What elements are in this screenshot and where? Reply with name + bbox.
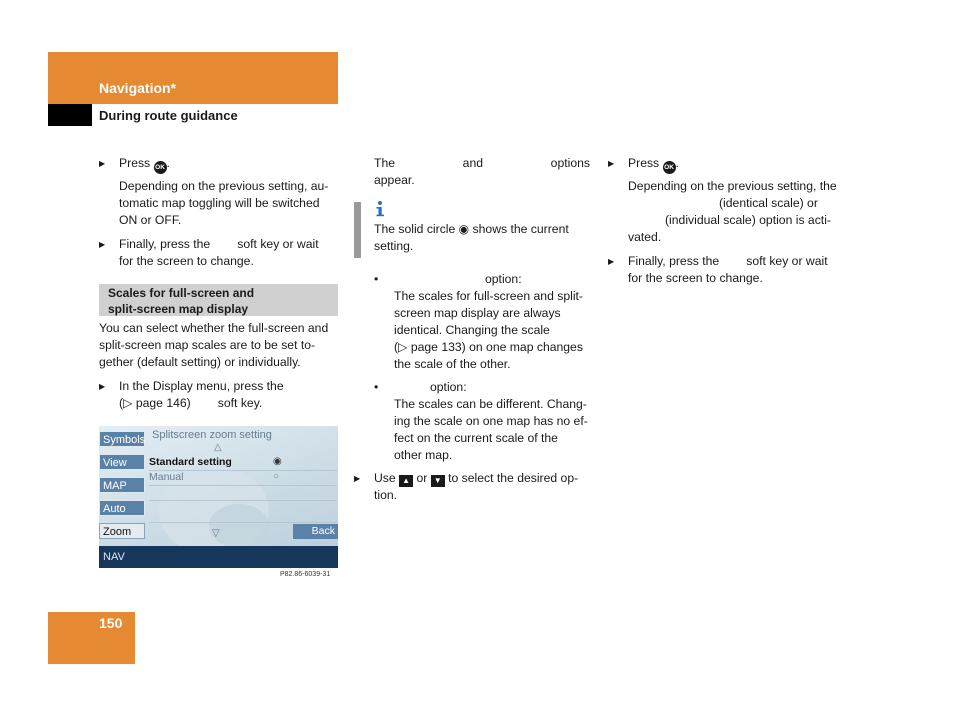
right-detail: Depending on the previous setting, the (identical scale) or (individual scale) option is acti- vated. — [628, 179, 837, 244]
nav-status-bar: NAV — [99, 546, 338, 568]
down-key-icon: ▼ — [431, 475, 445, 487]
radio-selected-icon: ◉ — [273, 456, 282, 467]
softkey-view[interactable]: View — [99, 454, 145, 470]
softkey-auto[interactable]: Auto — [99, 500, 145, 516]
bullet-manual-text: The scales can be different. Chang- ing the scale on one map has no ef- fect on the current scale of the other map. — [394, 397, 588, 462]
step-display-menu: ▶ In the Display menu, press the (▷ page 146) soft key. — [99, 379, 284, 410]
option-standard-label: Standard setting — [149, 456, 232, 468]
ok-button-icon: OK — [663, 161, 676, 174]
softkey-zoom[interactable]: Zoom — [99, 523, 145, 539]
softkey-map[interactable]: MAP — [99, 477, 145, 493]
bullet-arrow-icon: ▶ — [99, 240, 106, 249]
divider — [149, 500, 337, 501]
bullet-arrow-icon: ▶ — [354, 474, 361, 483]
radio-empty-icon: ○ — [273, 471, 280, 482]
back-button[interactable]: Back — [293, 524, 338, 539]
chapter-title: Navigation* — [99, 80, 177, 96]
up-key-icon: ▲ — [399, 475, 413, 487]
step-use-arrows: ▶ Use ▲ or ▼ to select the desired op- tion. — [354, 471, 579, 502]
bullet-dot-icon: • — [374, 380, 379, 394]
header-band — [48, 52, 338, 104]
info-sidebar — [354, 202, 361, 258]
solid-circle-icon: ◉ — [458, 222, 470, 236]
bullet-arrow-icon: ▶ — [608, 257, 615, 266]
option-manual-label: Manual — [149, 471, 184, 483]
option-manual[interactable] — [149, 471, 337, 486]
info-note: The solid circle ◉ shows the current setting. — [374, 222, 569, 253]
step-finally: ▶ Finally, press the soft key or wait for the screen to change. — [99, 237, 319, 268]
divider — [149, 522, 337, 523]
section-subtitle: During route guidance — [99, 108, 238, 123]
display-screenshot — [99, 426, 338, 568]
step-detail: Depending on the previous setting, au- tomatic map toggling will be switched ON or OFF. — [119, 179, 329, 227]
step-press-ok: ▶ Press OK . — [99, 155, 170, 174]
step-press-ok-right: ▶ Press OK . — [608, 155, 679, 174]
image-caption: P82.86-6039-31 — [280, 571, 331, 578]
section-heading: Scales for full-screen and split-screen map display — [108, 286, 255, 316]
step-finally-right: ▶ Finally, press the soft key or wait for the screen to change. — [608, 254, 828, 285]
options-intro: The and options appear. — [374, 156, 590, 187]
ok-button-icon: OK — [154, 161, 167, 174]
scroll-down-icon[interactable]: ▽ — [212, 528, 220, 539]
bullet-dot-icon: • — [374, 272, 379, 286]
bullet-standard: • option: — [374, 272, 522, 286]
page-number: 150 — [99, 615, 123, 631]
bullet-arrow-icon: ▶ — [99, 382, 106, 391]
bullet-arrow-icon: ▶ — [99, 159, 106, 168]
screen-title: Splitscreen zoom setting — [152, 429, 272, 441]
info-icon — [374, 200, 390, 218]
bullet-standard-text: The scales for full-screen and split- screen map display are always identical. Changing the scale (▷ page 133) on one map changes the scale of the other. — [394, 289, 583, 371]
bullet-arrow-icon: ▶ — [608, 159, 615, 168]
scroll-up-icon[interactable]: △ — [214, 442, 222, 453]
bullet-manual: • option: — [374, 380, 467, 394]
intro-paragraph: You can select whether the full-screen and split-screen map scales are to be set to- gether (default setting) or individually. — [99, 321, 329, 369]
softkey-symbols[interactable]: Symbols — [99, 431, 145, 447]
section-marker — [48, 104, 92, 126]
option-standard[interactable] — [149, 456, 337, 471]
